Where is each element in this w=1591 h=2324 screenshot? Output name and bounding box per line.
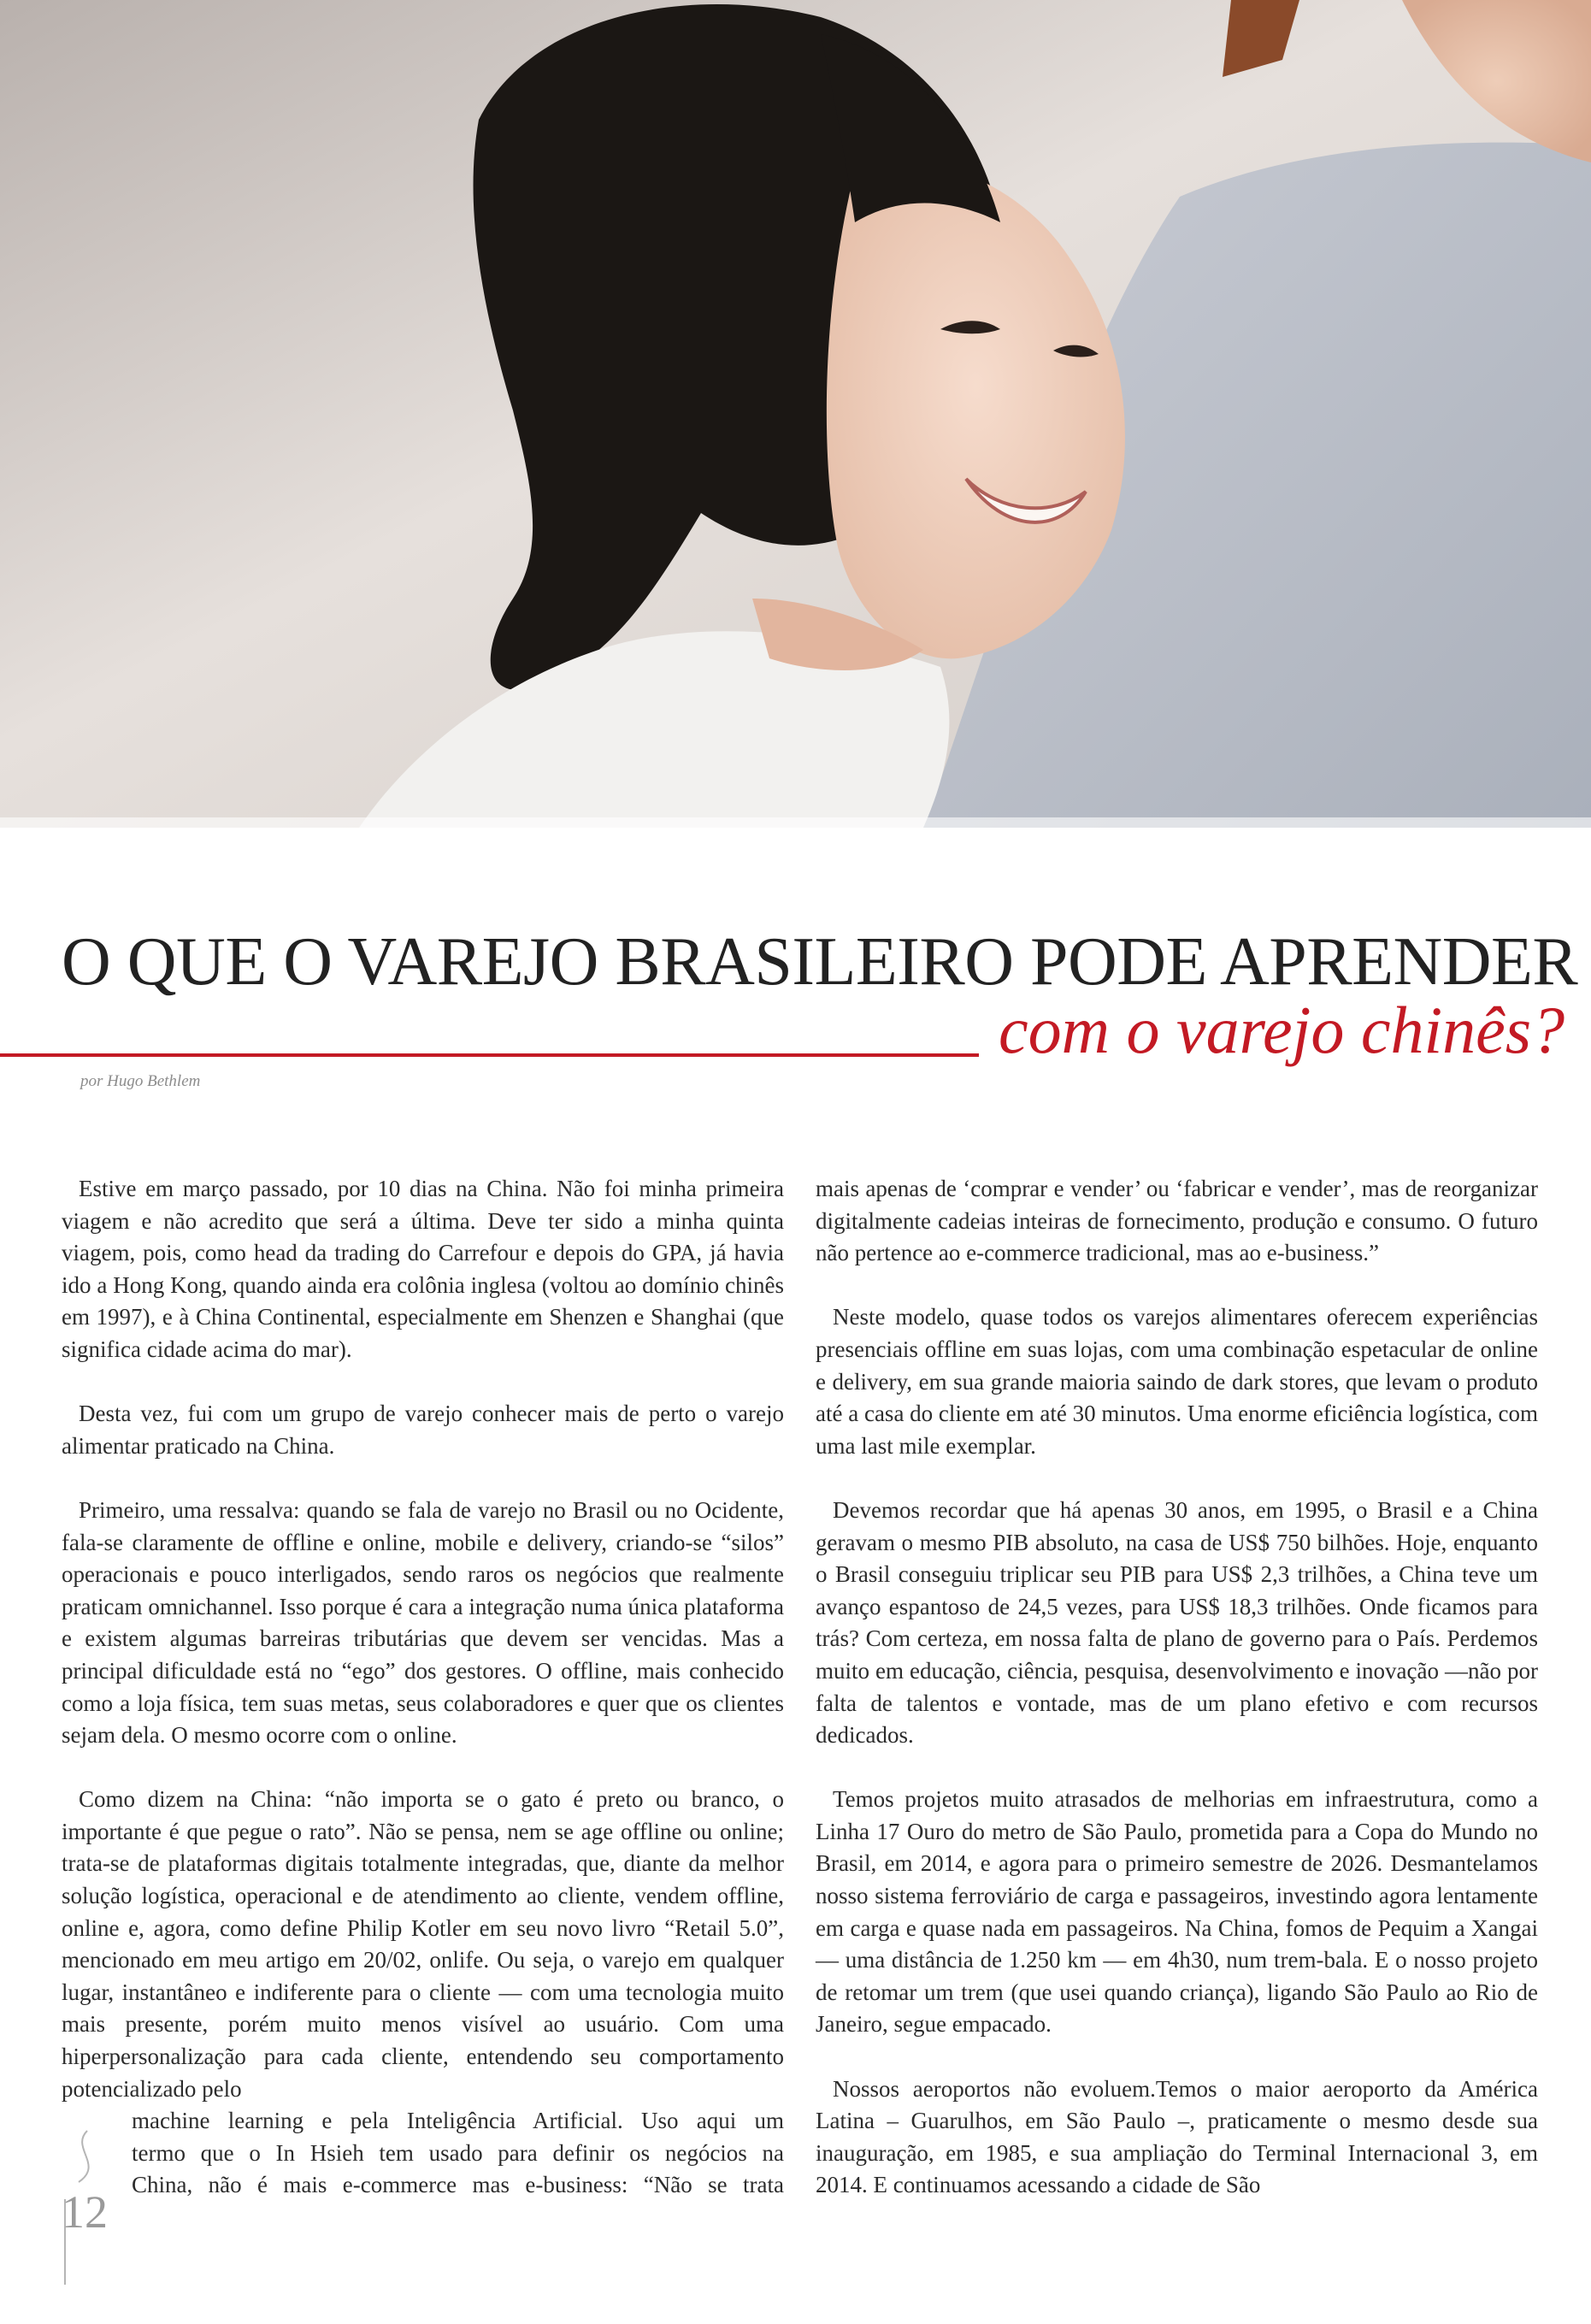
title-rule <box>0 1053 979 1057</box>
paragraph: Nossos aeroportos não evoluem.Temos o maior aeroporto da América Latina – Guarulhos, em São Paulo –, praticamente o mesmo desde sua inauguração, em 1985, e sua ampliação do Terminal Internacional 3, em 2014. E continuamos acessando a cidade de São <box>816 2075 1538 2198</box>
hero-photo-illustration <box>0 0 1591 828</box>
text-line: termo que o In Hsieh tem usado para definir os negócios na <box>132 2139 784 2166</box>
text-line: machine learning e pela Inteligência Artificial. Uso aqui um <box>132 2108 784 2134</box>
paragraph: mais apenas de ‘comprar e vender’ ou ‘fabricar e vender’, mas de reorganizar digitalmente cadeias inteiras de fornecimento, produção e consumo. O futuro não pertence ao e-commerce tradicional, mas ao e-business.” <box>816 1176 1538 1266</box>
paragraph-continuation <box>62 2105 784 2202</box>
article-subtitle: com o varejo chinês? <box>999 993 1565 1067</box>
paragraph: Estive em março passado, por 10 dias na China. Não foi minha primeira viagem e não acredito que será a última. Deve ter sido a minha quinta viagem, pois, como head da trading do Carrefour e depois do GPA, já havia ido a Hong Kong, quando ainda era colônia inglesa (voltou ao domínio chinês em 1997), e à China Continental, especialmente em Shenzen e Shanghai (que significa cidade acima do mar). <box>62 1176 784 1362</box>
paragraph: Desta vez, fui com um grupo de varejo conhecer mais de perto o varejo alimentar praticado na China. <box>62 1401 784 1459</box>
article-title: O QUE O VAREJO BRASILEIRO PODE APRENDER <box>62 924 1578 1000</box>
paragraph: Temos projetos muito atrasados de melhorias em infraestrutura, como a Linha 17 Ouro do metro de São Paulo, prometida para a Copa do Mundo no Brasil, em 2014, e agora para o primeiro semestre de 2026. Desmantelamos nosso sistema ferroviário de carga e passageiros, investindo agora lentamente em carga e quase nada em passageiros. Na China, fomos de Pequim a Xangai — uma distância de 1.250 km — em 4h30, num trem-bala. E o nosso projeto de retomar um trem (que usei quando criança), ligando São Paulo ao Rio de Janeiro, segue empacado. <box>816 1786 1538 2038</box>
paragraph: Como dizem na China: “não importa se o gato é preto ou branco, o importante é que pegue o rato”. Não se pensa, nem se age offline ou online; trata-se de plataformas digitais totalmente integradas, que, diante da melhor solução logística, operacional e de atendimento ao cliente, vendem offline, online e, agora, como define Philip Kotler em seu novo livro “Retail 5.0”, mencionado em meu artigo em 20/02, onlife. Ou seja, o varejo em qualquer lugar, instantâneo e indiferente para o cliente — com uma tecnologia muito mais presente, porém muito menos visível ao usuário. Com uma hiperpersonalização para cada cliente, entendendo seu comportamento potencializado pelo <box>62 1786 784 2102</box>
page-number: 12 <box>62 2186 108 2238</box>
paragraph: Neste modelo, quase todos os varejos alimentares oferecem experiências presenciais offline em suas lojas, com uma combinação espetacular de online e delivery, em sua grande maioria saindo de dark stores, que levam o produto até a casa do cliente em até 30 minutos. Uma enorme eficiência logística, com uma last mile exemplar. <box>816 1304 1538 1459</box>
paragraph: Devemos recordar que há apenas 30 anos, em 1995, o Brasil e a China geravam o mesmo PIB absoluto, na casa de US$ 750 bilhões. Hoje, enquanto o Brasil conseguiu triplicar seu PIB para US$ 2,3 trilhões, a China teve um avanço espantoso de 24,5 vezes, para US$ 18,3 trilhões. Onde ficamos para trás? Com certeza, em nossa falta de plano de governo para o País. Perdemos muito em educação, ciência, pesquisa, desenvolvimento e inovação —não por falta de talentos e vontade, mas de um plano efetivo e com recursos dedicados. <box>816 1496 1538 1749</box>
text-line: China, não é mais e-commerce mas e-business: “Não se trata <box>132 2172 784 2198</box>
right-column <box>816 1173 1538 2234</box>
left-column <box>62 1173 784 2202</box>
hero-photo <box>0 0 1591 828</box>
byline: por Hugo Bethlem <box>80 1072 201 1090</box>
paragraph: Primeiro, uma ressalva: quando se fala de varejo no Brasil ou no Ocidente, fala-se claramente de offline e online, mobile e delivery, criando-se “silos” operacionais e pouco interligados, sendo raros os negócios que realmente praticam omnichannel. Isso porque é cara a integração numa única plataforma e existem algumas barreiras tributárias que devem ser vencidas. Mas a principal dificuldade está no “ego” dos gestores. O offline, mais conhecido como a loja física, tem suas metas, seus colaboradores e quer que os clientes sejam dela. O mesmo ocorre com o online. <box>62 1496 784 1749</box>
